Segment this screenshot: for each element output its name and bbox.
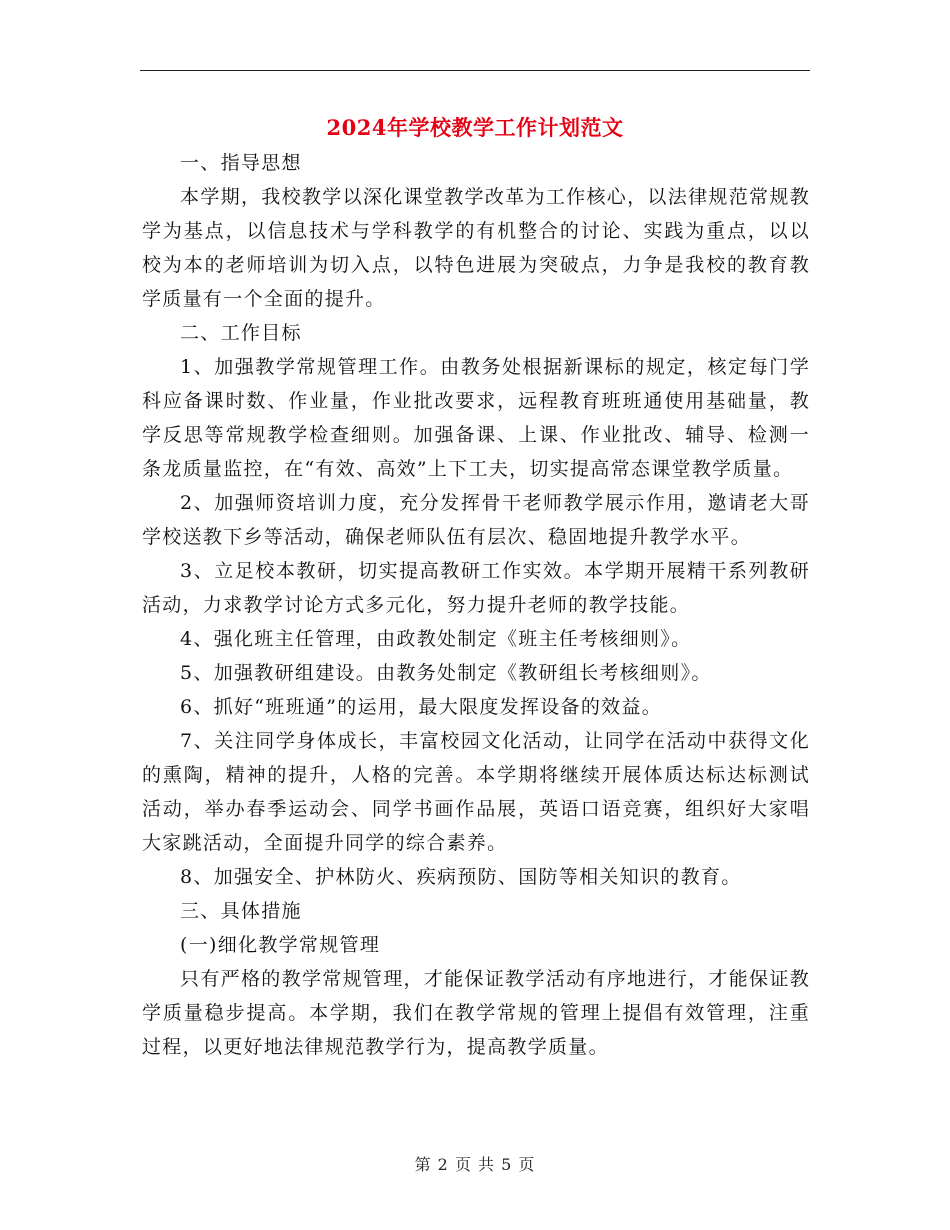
paragraph-routine-management: 只有严格的教学常规管理，才能保证教学活动有序地进行，才能保证教学质量稳步提高。本学期，我们在教学常规的管理上提倡有效管理，注重过程，以更好地法律规范教学行为，提高教学质量。 <box>142 968 810 1058</box>
section-heading-work-goals: 二、工作目标 <box>180 322 302 344</box>
paragraph-goal-7: 7、关注同学身体成长，丰富校园文化活动，让同学在活动中获得文化的熏陶，精神的提升，人格的完善。本学期将继续开展体质达标达标测试活动，举办春季运动会、同学书画作品展，英语口语竞赛，组织好大家唱大家跳活动，全面提升同学的综合素养。 <box>142 730 810 854</box>
subsection-heading-routine-management: (一)细化教学常规管理 <box>180 934 381 956</box>
page-number-footer: 第 2 页 共 5 页 <box>414 1155 536 1174</box>
document-title: 2024年学校教学工作计划范文 <box>326 115 624 140</box>
paragraph-guiding-ideology: 本学期，我校教学以深化课堂教学改革为工作核心，以法律规范常规教学为基点，以信息技术与学科教学的有机整合的讨论、实践为重点，以以校为本的老师培训为切入点，以特色进展为突破点，力争是我校的教育教学质量有一个全面的提升。 <box>142 186 810 310</box>
section-heading-guiding-ideology: 一、指导思想 <box>180 152 302 174</box>
document-body <box>142 146 810 1064</box>
section-heading-measures: 三、具体措施 <box>180 900 302 922</box>
header-rule <box>140 70 810 71</box>
paragraph-goal-3: 3、立足校本教研，切实提高教研工作实效。本学期开展精干系列教研活动，力求教学讨论方式多元化，努力提升老师的教学技能。 <box>142 560 810 616</box>
paragraph-goal-8: 8、加强安全、护林防火、疾病预防、国防等相关知识的教育。 <box>180 866 742 888</box>
paragraph-goal-4: 4、强化班主任管理，由政教处制定《班主任考核细则》。 <box>180 628 692 650</box>
paragraph-goal-2: 2、加强师资培训力度，充分发挥骨干老师教学展示作用，邀请老大哥学校送教下乡等活动，确保老师队伍有层次、稳固地提升教学水平。 <box>142 492 810 548</box>
paragraph-goal-1: 1、加强教学常规管理工作。由教务处根据新课标的规定，核定每门学科应备课时数、作业量，作业批改要求，远程教育班班通使用基础量，教学反思等常规教学检查细则。加强备课、上课、作业批改、辅导、检测一条龙质量监控，在“有效、高效”上下工夫，切实提高常态课堂教学质量。 <box>142 356 810 480</box>
paragraph-goal-6: 6、抓好“班班通”的运用，最大限度发挥设备的效益。 <box>180 696 663 718</box>
paragraph-goal-5: 5、加强教研组建设。由教务处制定《教研组长考核细则》。 <box>180 662 712 684</box>
